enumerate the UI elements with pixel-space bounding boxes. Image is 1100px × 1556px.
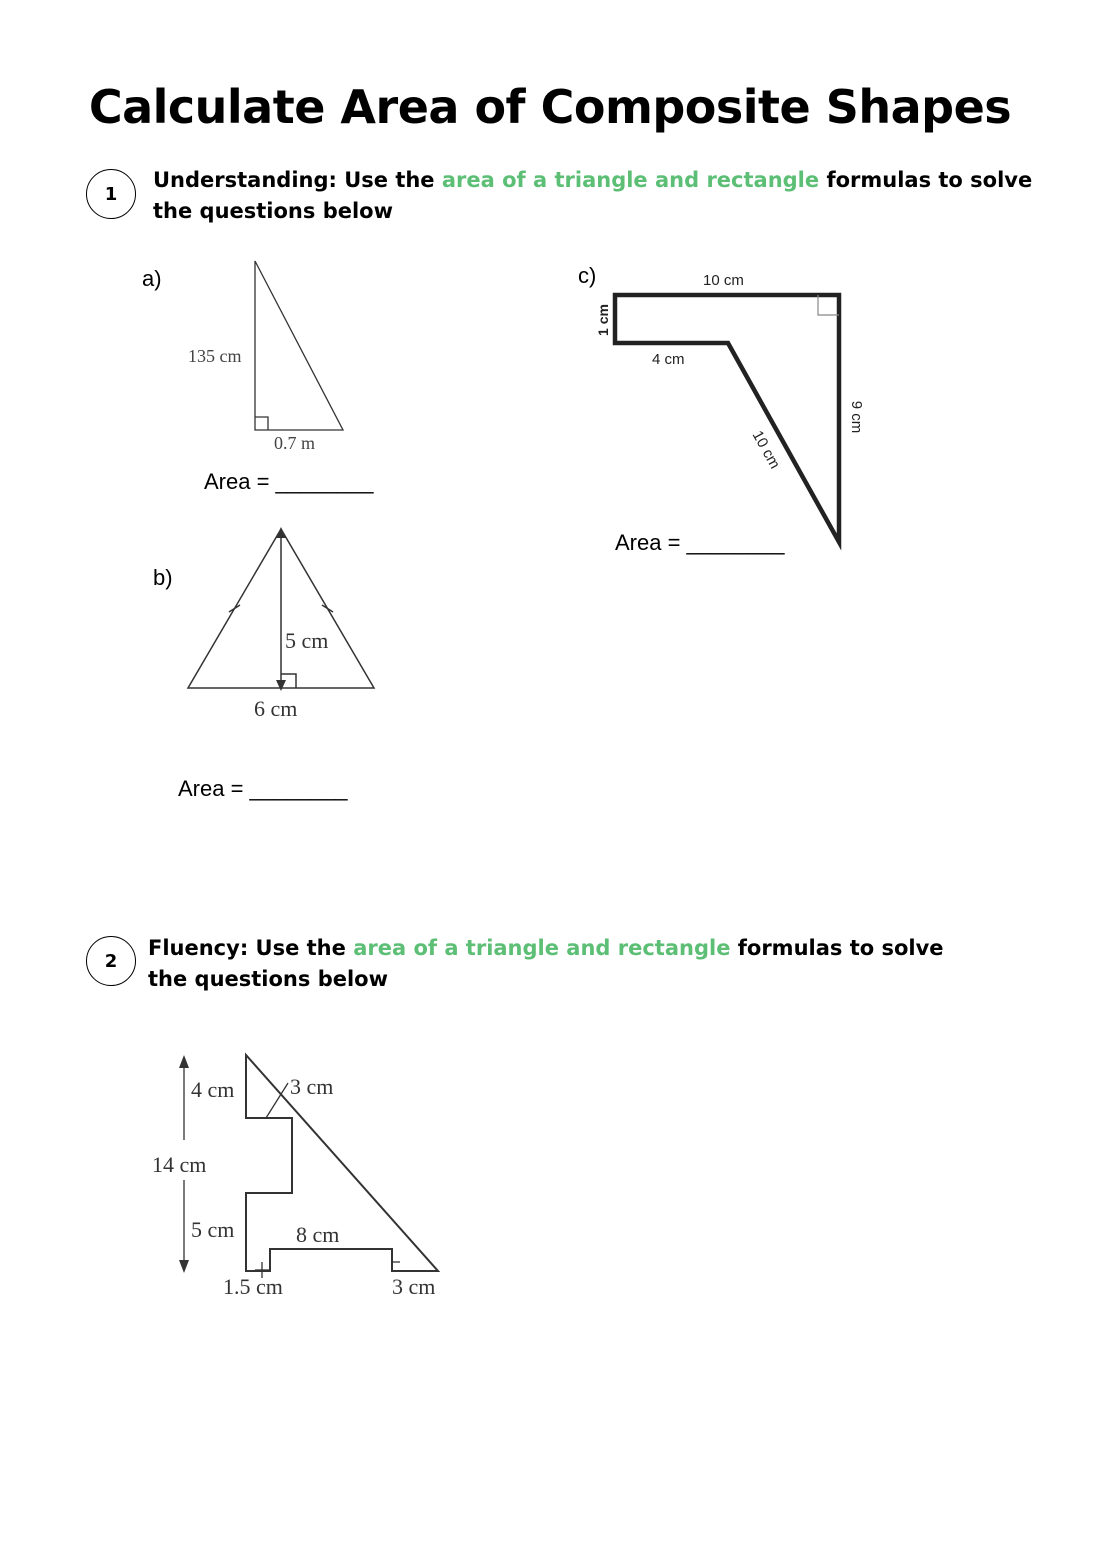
figure-2-slant-top-label: 3 cm: [290, 1074, 334, 1099]
figure-a-base-label: 0.7 m: [274, 433, 316, 453]
figure-2-height-label: 14 cm: [152, 1152, 207, 1177]
part-a-label: a): [142, 266, 162, 291]
question-number-1: 1: [86, 169, 136, 219]
figure-b-height-label: 5 cm: [285, 628, 329, 653]
figure-c-slant-label: 10 cm: [748, 427, 784, 472]
question-1-prefix: Understanding: Use the: [153, 168, 442, 192]
question-1-highlight: area of a triangle and rectangle: [441, 168, 820, 192]
figure-b-base-label: 6 cm: [254, 696, 298, 721]
question-2-highlight: area of a triangle and rectangle: [353, 936, 731, 960]
figure-c-area-answer: Area = ________: [615, 530, 785, 555]
figure-a-height-label: 135 cm: [188, 346, 242, 366]
figure-2-arrow-bottom: [179, 1260, 189, 1273]
question-number-2: 2: [86, 936, 136, 986]
figure-2-bottom-right-label: 3 cm: [392, 1274, 436, 1299]
question-2-prefix: Fluency: Use the: [148, 936, 354, 960]
figure-2-arrow-top: [179, 1055, 189, 1068]
figure-2-outline: [246, 1055, 438, 1271]
question-1-suffix: formulas to solve the questions below: [153, 168, 1033, 223]
figure-2-middle-label: 8 cm: [296, 1222, 340, 1247]
part-c-label: c): [578, 263, 597, 288]
figure-c-left-label: 1 cm: [595, 304, 611, 336]
part-b-label: b): [153, 565, 173, 590]
figure-2-bottom-left-label: 1.5 cm: [223, 1274, 283, 1299]
figure-c-inner-label: 4 cm: [652, 351, 685, 368]
page-title: Calculate Area of Composite Shapes: [88, 80, 1012, 134]
figure-2-slant-marker: [266, 1083, 288, 1118]
figure-2-top-left-label: 4 cm: [191, 1077, 235, 1102]
figure-2-lower-left-label: 5 cm: [191, 1217, 235, 1242]
figure-a-area-answer: Area = ________: [204, 469, 374, 494]
figure-c-top-label: 10 cm: [703, 272, 744, 289]
question-2-suffix: formulas to solve the questions below: [148, 936, 944, 991]
figure-b-area-answer: Area = ________: [178, 776, 348, 801]
figure-c-right-label: 9 cm: [848, 400, 865, 434]
